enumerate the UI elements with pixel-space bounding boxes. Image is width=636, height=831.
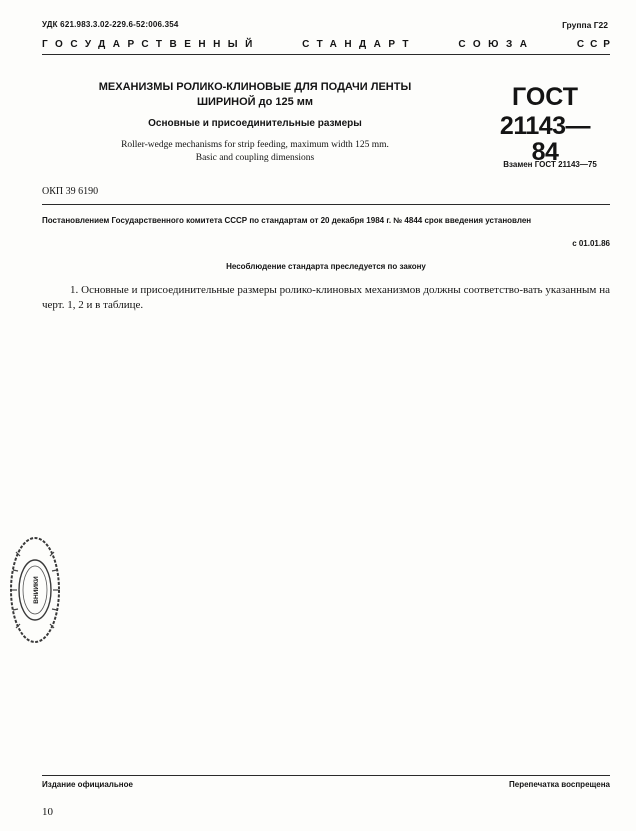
title-line-2: ШИРИНОЙ до 125 мм	[196, 96, 314, 108]
subtitle-english	[70, 139, 440, 165]
standard-banner	[42, 39, 616, 50]
gost-number: 21143—84	[499, 112, 591, 166]
effective-date: с 01.01.86	[572, 239, 610, 248]
subtitle-russian: Основные и присоединительные размеры	[148, 118, 362, 129]
paragraph-1: 1. Основные и присоединительные размеры ролико-клиновых механизмов должны соответство-вать указанным на черт. 1, 2 и в таблице.	[42, 284, 610, 311]
document-title	[70, 80, 440, 110]
reprint-forbidden: Перепечатка воспрещена	[509, 780, 610, 789]
stamp-text: ВНИИКИ	[33, 576, 40, 604]
banner-word-4: ССР	[576, 39, 616, 50]
title-line-1: МЕХАНИЗМЫ РОЛИКО-КЛИНОВЫЕ ДЛЯ ПОДАЧИ ЛЕНТЫ	[98, 81, 412, 93]
udk-code: УДК 621.983.3.02-229.6-52:006.354	[42, 20, 179, 29]
banner-word-3: СОЮЗА	[458, 39, 535, 50]
subtitle-english-line-2: Basic and coupling dimensions	[195, 153, 315, 163]
law-notice: Несоблюдение стандарта преследуется по закону	[226, 262, 426, 271]
okp-divider	[42, 204, 610, 205]
edition-official: Издание официальное	[42, 780, 133, 789]
okp-code: ОКП 39 6190	[42, 186, 99, 197]
gost-label: ГОСТ	[512, 83, 578, 111]
replaces-standard: Взамен ГОСТ 21143—75	[503, 160, 597, 169]
page-number: 10	[42, 806, 53, 818]
banner-word-2: СТАНДАРТ	[302, 39, 417, 50]
subtitle-english-line-1: Roller-wedge mechanisms for strip feeding, maximum width 125 mm.	[121, 140, 389, 150]
banner-word-1: ГОСУДАРСТВЕННЫЙ	[42, 39, 260, 50]
vniiki-stamp	[8, 530, 63, 650]
group-code: Группа Г22	[562, 20, 608, 30]
decree-text: Постановлением Государственного комитета СССР по стандартам от 20 декабря 1984 г. № 4844 срок введения установлен	[42, 216, 532, 225]
banner-divider	[42, 54, 610, 55]
footer-divider	[42, 775, 610, 776]
